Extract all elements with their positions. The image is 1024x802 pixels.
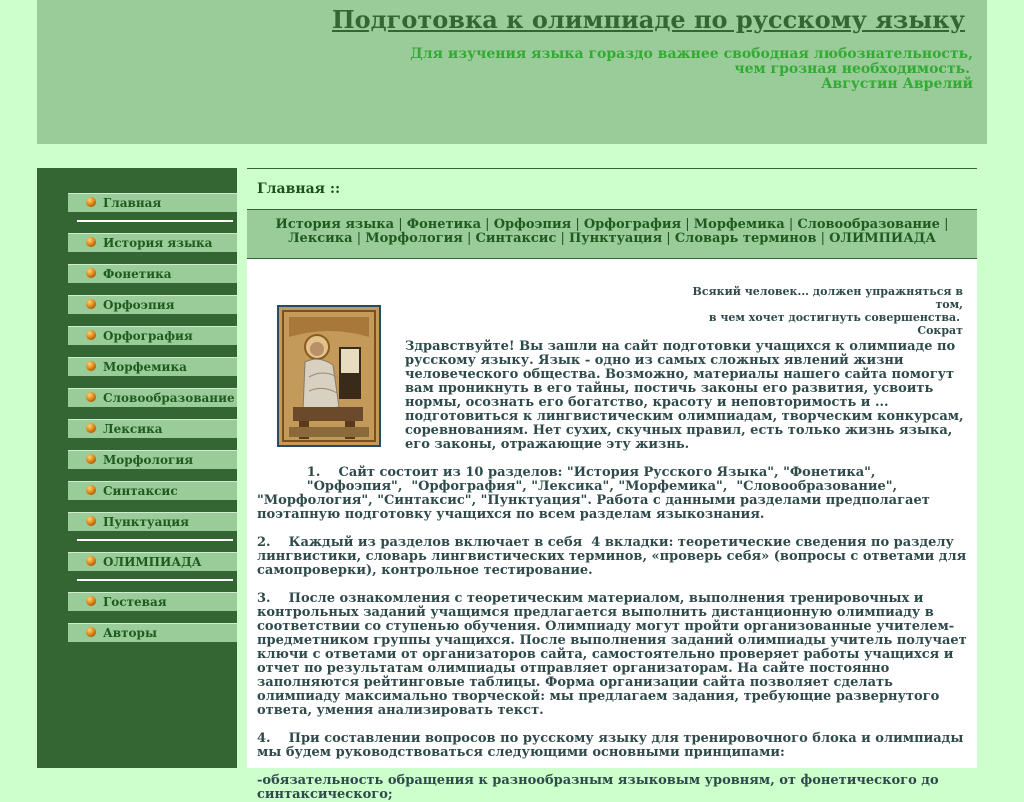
epigraph-line-1: Для изучения языка гораздо важнее свободная любознательность, — [410, 46, 973, 62]
sidebar-item-morphology[interactable]: Морфология — [68, 450, 237, 470]
sidebar-item-word-formation[interactable]: Словообразование — [68, 388, 237, 408]
nav-separator: | — [662, 231, 675, 246]
paragraph-5: -обязательность обращения к разнообразным языковым уровням, от фонетического до синтаксического; — [257, 773, 944, 802]
nav-separator: | — [784, 217, 798, 232]
sidebar-menu — [68, 193, 237, 654]
breadcrumb-label: Главная :: — [257, 181, 341, 197]
nav-link[interactable]: Лексика — [288, 231, 353, 246]
section-nav-links — [272, 218, 952, 246]
sidebar-item-history[interactable]: История языка — [68, 233, 237, 253]
menu-divider — [77, 220, 233, 222]
sidebar-item-lexicon[interactable]: Лексика — [68, 419, 237, 439]
bullet-icon — [86, 423, 96, 433]
bullet-icon — [86, 237, 96, 247]
page-quote — [663, 285, 963, 337]
nav-separator: | — [394, 217, 407, 232]
paragraph-4: 4. При составлении вопросов по русскому языку для тренировочного блока и олимпиады мы будем руководствоваться следующими основными принципами: — [257, 731, 968, 760]
breadcrumb — [247, 168, 977, 210]
menu-divider — [77, 539, 233, 541]
nav-separator: | — [816, 231, 830, 246]
sidebar-item-orthoepy[interactable]: Орфоэпия — [68, 295, 237, 315]
site-title[interactable]: Подготовка к олимпиаде по русскому языку — [332, 5, 965, 34]
paragraph-3: 3. После ознакомления с теоретическим материалом, выполнения тренировочных и контрольных заданий учащимся предлагается выполнить дистанционную олимпиаду в соответствии со ступенью обучения. Олимпиаду могут пройти организованные учителем-предметником группы учащихся. После выполнения заданий олимпиады учитель получает ключи с ответами от организаторов сайта, самостоятельно проверяет работы учащихся и отчет по результатам олимпиады отправляет организаторам. На сайте постоянно заполняются рейтинговые таблицы. Форма организации сайта позволяет сделать олимпиаду максимально творческой: мы предлагаем задания, требующие развернутого ответа, умения анализировать текст. — [257, 591, 972, 718]
nav-separator: | — [481, 217, 494, 232]
quote-line-1: Всякий человек... должен упражняться в том, — [692, 285, 963, 311]
bullet-icon — [86, 361, 96, 371]
bullet-icon — [86, 485, 96, 495]
bullet-icon — [86, 330, 96, 340]
nav-link[interactable]: Синтаксис — [475, 231, 557, 246]
site-header — [37, 0, 987, 144]
intro-paragraph: Здравствуйте! Вы зашли на сайт подготовки учащихся к олимпиаде по русскому языку. Язык - одно из самых сложных явлений жизни человеческого общества. Возможно, материалы нашего сайта помогут вам проникнуть в его тайны, постичь законы его развития, усвоить нормы, осознать его богатство, красоту и неповторимость и ... подготовиться к лингвистическим олимпиадам, творческим конкурсам, соревнованиям. Нет сухих, скучных правил, есть только жизнь языка, его законы, отражающие эту жизнь. — [405, 339, 964, 452]
nav-separator: | — [352, 231, 366, 246]
sidebar-item-punctuation[interactable]: Пунктуация — [68, 512, 237, 532]
menu-divider — [77, 579, 233, 581]
sidebar-item-olympiad[interactable]: ОЛИМПИАДА — [68, 552, 237, 572]
bullet-icon — [86, 556, 96, 566]
epigraph-author: Августин Аврелий — [821, 76, 973, 92]
sidebar-item-authors[interactable]: Авторы — [68, 623, 237, 643]
header-epigraph — [373, 47, 973, 92]
sidebar-item-morphemics[interactable]: Морфемика — [68, 357, 237, 377]
bullet-icon — [86, 516, 96, 526]
quote-author: Сократ — [917, 324, 963, 337]
bullet-icon — [86, 268, 96, 278]
bullet-icon — [86, 392, 96, 402]
nav-link[interactable]: ОЛИМПИАДА — [829, 231, 936, 246]
nav-link[interactable]: Словообразование — [797, 217, 940, 232]
paragraph-1: 1. Сайт состоит из 10 разделов: "История Русского Языка", "Фонетика", "Орфоэпия", "Орфография", "Лексика", "Морфемика", "Словообразование", "Морфология", "Синтаксис", "Пунктуация". Работа с данными разделами предполагает поэтапную подготовку учащихся по всем разделам языкознания. — [257, 465, 930, 522]
epigraph-line-2: чем грозная необходимость. — [734, 61, 970, 77]
nav-link[interactable]: История языка — [275, 217, 395, 232]
nav-separator: | — [462, 231, 476, 246]
sidebar-item-orthography[interactable]: Орфография — [68, 326, 237, 346]
nav-link[interactable]: Фонетика — [406, 217, 482, 232]
bullet-icon — [86, 299, 96, 309]
paragraph-2: 2. Каждый из разделов включает в себя 4 вкладки: теоретические сведения по разделу лингвистики, словарь лингвистических терминов, «проверь себя» (вопросы с ответами для самопроверки), контрольное тестирование. — [257, 535, 971, 578]
sidebar-item-syntax[interactable]: Синтаксис — [68, 481, 237, 501]
sidebar-item-home[interactable]: Главная — [68, 193, 237, 213]
bullet-icon — [86, 197, 96, 207]
nav-separator: | — [939, 217, 949, 232]
nav-separator: | — [571, 217, 584, 232]
main-content — [247, 168, 977, 802]
nav-link[interactable]: Орфоэпия — [493, 217, 572, 232]
sidebar-item-guestbook[interactable]: Гостевая — [68, 592, 237, 612]
sidebar-item-phonetics[interactable]: Фонетика — [68, 264, 237, 284]
nav-link[interactable]: Орфография — [583, 217, 682, 232]
bullet-icon — [86, 596, 96, 606]
nav-link[interactable]: Морфология — [365, 231, 463, 246]
nav-link[interactable]: Словарь терминов — [674, 231, 817, 246]
quote-line-2: в чем хочет достигнуть совершенства. — [708, 311, 960, 324]
nav-separator: | — [556, 231, 570, 246]
sidebar — [37, 168, 237, 768]
article-body — [257, 339, 972, 802]
section-nav — [247, 210, 977, 259]
bullet-icon — [86, 454, 96, 464]
nav-separator: | — [681, 217, 694, 232]
bullet-icon — [86, 627, 96, 637]
nav-link[interactable]: Морфемика — [693, 217, 785, 232]
nav-link[interactable]: Пунктуация — [569, 231, 663, 246]
